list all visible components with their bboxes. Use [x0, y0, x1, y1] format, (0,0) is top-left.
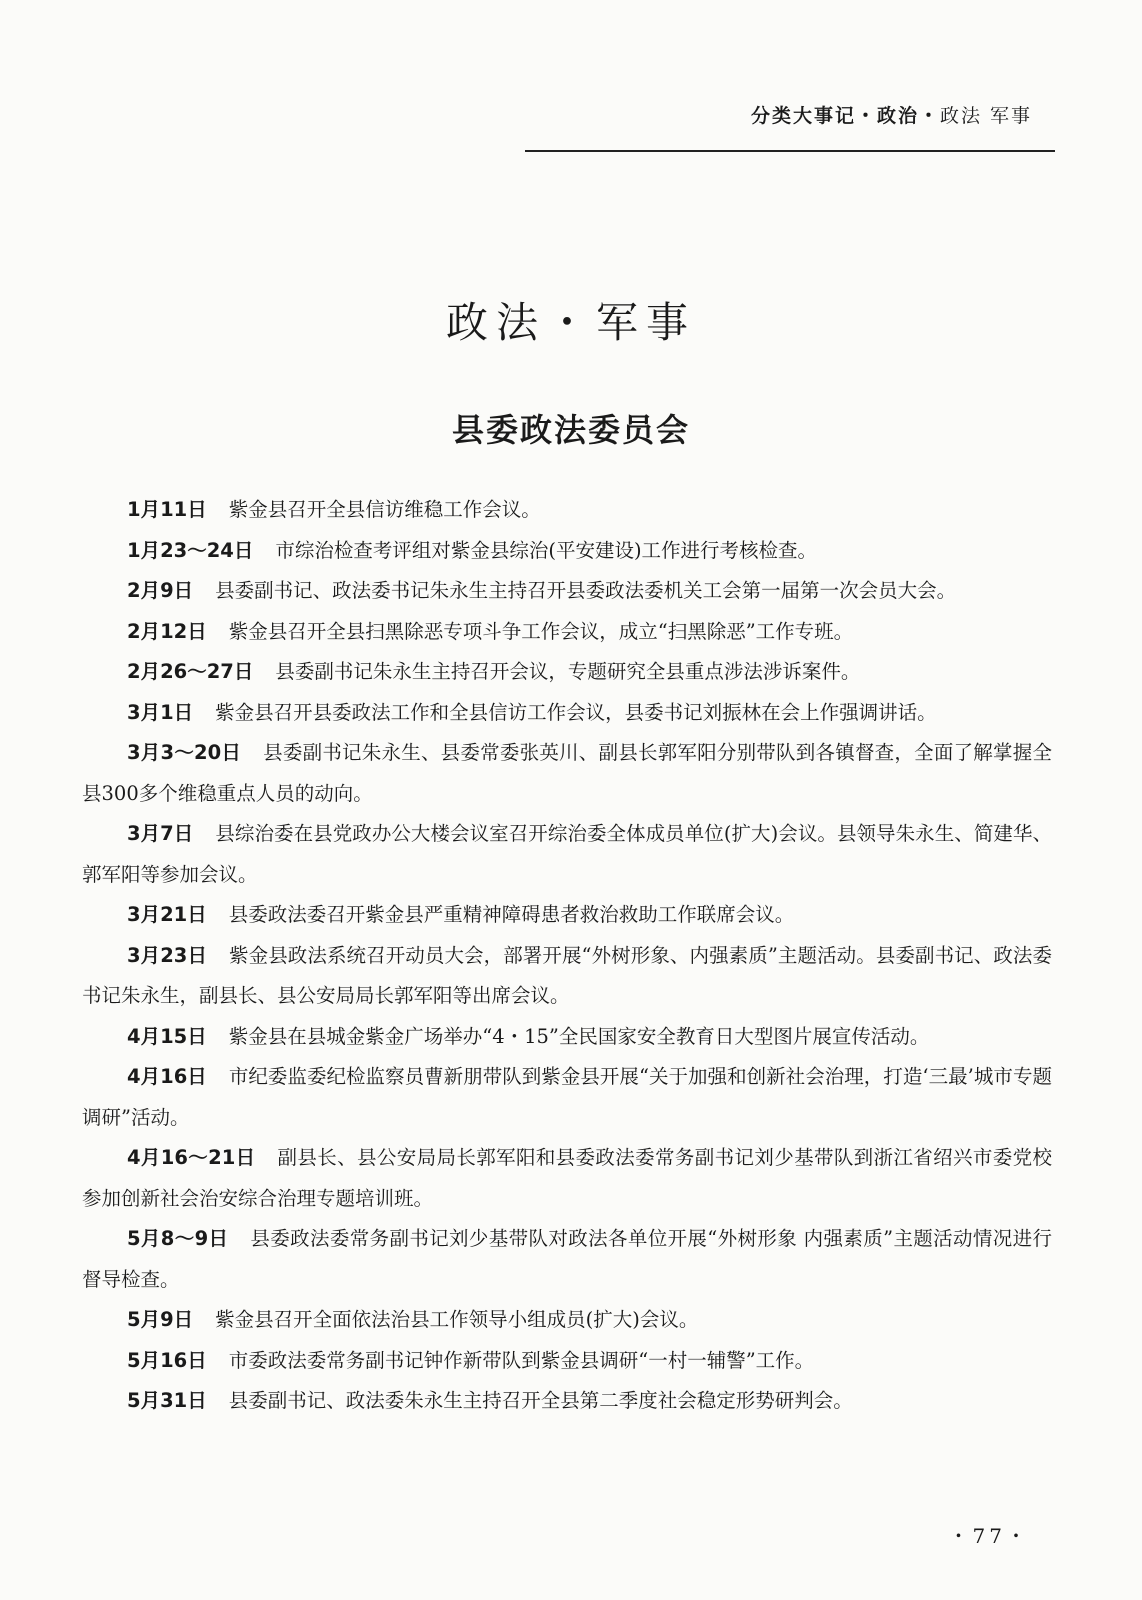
entry-date: 5月9日: [127, 1308, 194, 1331]
chronicle-entry: [82, 814, 1052, 895]
chronicle-entry: [82, 936, 1052, 1017]
entry-text: 县委政法委召开紫金县严重精神障碍患者救治救助工作联席会议。: [228, 903, 795, 926]
entry-text: 市委政法委常务副书记钟作新带队到紫金县调研“一村一辅警”工作。: [228, 1348, 815, 1372]
entry-date: 4月16日: [127, 1065, 207, 1088]
header-rule: [525, 150, 1055, 152]
entry-text: 紫金县召开全面依法治县工作领导小组成员(扩大)会议。: [215, 1308, 699, 1331]
chronicle-entry: [82, 652, 1052, 693]
entry-text: 紫金县召开县委政法工作和全县信访工作会议，县委书记刘振林在会上作强调讲话。: [215, 700, 937, 724]
chronicle-entry: [82, 490, 1052, 531]
entry-text: 县委副书记、政法委书记朱永生主持召开县委政法委机关工会第一届第一次会员大会。: [215, 579, 957, 602]
chronicle-entry: [82, 1057, 1052, 1138]
entry-text: 市纪委监委纪检监察员曹新朋带队到紫金县开展“关于加强和创新社会治理，打造‘三最’城市专题调研”活动。: [82, 1065, 1052, 1129]
chronicle-entry: [82, 733, 1052, 814]
running-head-strong: 分类大事记・政治・: [750, 105, 940, 127]
entry-date: 5月31日: [127, 1389, 207, 1412]
running-head: [751, 101, 1032, 128]
chronicle-entry: [82, 1300, 1052, 1341]
chronicle-entry: [82, 531, 1052, 572]
chronicle-entry: [82, 1138, 1052, 1219]
entry-text: 紫金县召开全县信访维稳工作会议。: [228, 498, 541, 521]
sub-title: 县委政法委员会: [451, 411, 690, 449]
entry-date: 5月8～9日: [127, 1227, 229, 1250]
entry-date: 3月23日: [127, 943, 208, 967]
entry-date: 3月3～20日: [127, 741, 242, 764]
entry-text: 县委副书记、政法委朱永生主持召开全县第二季度社会稳定形势研判会。: [228, 1389, 853, 1412]
entry-date: 2月26～27日: [127, 660, 254, 683]
entry-text: 紫金县召开全县扫黑除恶专项斗争工作会议，成立“扫黑除恶”工作专班。: [228, 619, 854, 643]
entry-text: 县委副书记朱永生、县委常委张英川、副县长郭军阳分别带队到各镇督查，全面了解掌握全县300多个维稳重点人员的动向。: [82, 741, 1052, 805]
entry-date: 4月16～21日: [127, 1146, 256, 1169]
chronicle-entry: [82, 571, 1052, 612]
entry-text: 县委政法委常务副书记刘少基带队对政法各单位开展“外树形象 内强素质”主题活动情况进行督导检查。: [82, 1227, 1052, 1291]
entry-date: 3月21日: [127, 903, 207, 926]
chronicle-entry: [82, 1017, 1052, 1058]
entry-text: 紫金县在县城金紫金广场举办“4・15”全民国家安全教育日大型图片展宣传活动。: [228, 1024, 930, 1048]
entry-text: 县综治委在县党政办公大楼会议室召开综治委全体成员单位(扩大)会议。县领导朱永生、简建华、郭军阳等参加会议。: [82, 822, 1053, 886]
entry-date: 2月12日: [127, 619, 207, 643]
entry-text: 市综治检查考评组对紫金县综治(平安建设)工作进行考核检查。: [275, 538, 818, 562]
entry-text: 副县长、县公安局局长郭军阳和县委政法委常务副书记刘少基带队到浙江省绍兴市委党校参加创新社会治安综合治理专题培训班。: [82, 1146, 1052, 1210]
entry-date: 3月1日: [127, 700, 194, 724]
chronicle-entry: [82, 1381, 1052, 1422]
entry-date: 4月15日: [127, 1024, 207, 1048]
chronicle-entry: [82, 895, 1052, 936]
chronicle-entries: [82, 490, 1052, 1422]
entry-date: 2月9日: [127, 579, 194, 602]
entry-date: 3月7日: [127, 822, 194, 845]
entry-date: 1月23～24日: [127, 538, 254, 562]
entry-date: 1月11日: [127, 498, 207, 521]
chronicle-entry: [82, 1219, 1052, 1300]
chronicle-entry: [82, 1341, 1052, 1382]
chronicle-entry: [82, 693, 1052, 734]
page-number: ・77・: [948, 1524, 1030, 1548]
entry-text: 紫金县政法系统召开动员大会，部署开展“外树形象、内强素质”主题活动。县委副书记、政法委书记朱永生，副县长、县公安局局长郭军阳等出席会议。: [82, 943, 1052, 1007]
entry-text: 县委副书记朱永生主持召开会议，专题研究全县重点涉法涉诉案件。: [275, 660, 861, 683]
section-title: 政法・军事: [445, 298, 696, 347]
chronicle-entry: [82, 612, 1052, 653]
entry-date: 5月16日: [127, 1348, 207, 1372]
running-head-light: 政法 军事: [939, 105, 1032, 127]
